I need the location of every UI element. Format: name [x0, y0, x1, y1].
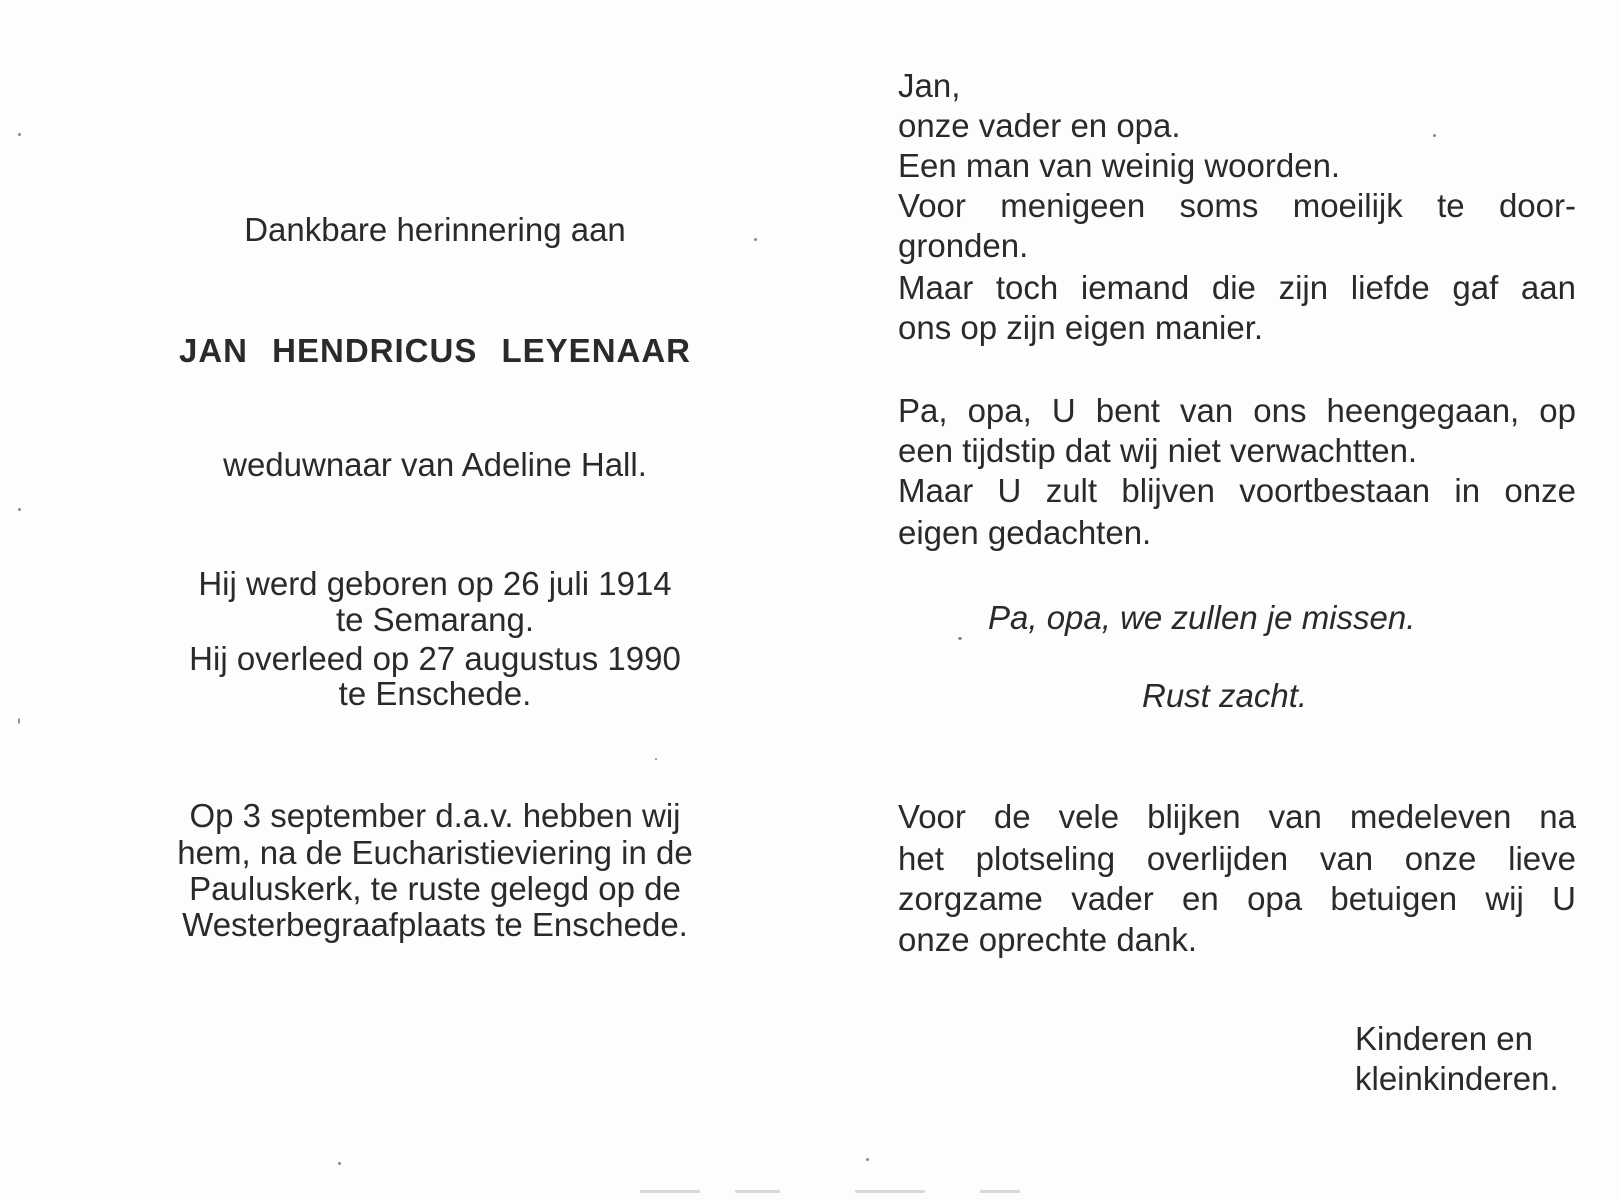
rest-line: Rust zacht. — [1142, 677, 1308, 714]
poem-line: ons op zijn eigen manier. — [898, 309, 1264, 346]
farewell-line: eigen gedachten. — [898, 514, 1152, 551]
scan-speck — [18, 718, 20, 724]
scan-speck — [338, 1162, 341, 1165]
birth-place: te Semarang. — [335, 601, 535, 638]
scan-streak — [980, 1190, 1020, 1193]
scan-speck — [18, 508, 21, 511]
poem-line: Een man van weinig woorden. — [898, 147, 1341, 184]
signature-line: kleinkinderen. — [1355, 1060, 1559, 1097]
farewell-line: een tijdstip dat wij niet verwachtten. — [898, 432, 1418, 469]
scan-speck — [866, 1158, 869, 1161]
burial-line: Westerbegraafplaats te Enschede. — [182, 906, 688, 943]
poem-line: onze vader en opa. — [898, 107, 1181, 144]
death-line: Hij overleed op 27 augustus 1990 — [189, 640, 681, 677]
scan-streak — [640, 1190, 700, 1193]
death-place: te Enschede. — [338, 675, 532, 712]
scan-speck — [655, 758, 657, 760]
signature-line: Kinderen en — [1355, 1020, 1533, 1057]
scan-streak — [855, 1190, 925, 1193]
thanks-line: onze oprechte dank. — [898, 921, 1198, 958]
deceased-name: JAN HENDRICUS LEYENAAR — [178, 332, 692, 369]
miss-line: Pa, opa, we zullen je missen. — [988, 599, 1416, 636]
burial-line: hem, na de Eucharistieviering in de — [177, 834, 693, 871]
scan-speck — [18, 133, 21, 136]
widower-text: weduwnaar van Adeline Hall. — [223, 446, 647, 483]
poem-line: Jan, — [898, 67, 961, 104]
farewell-line: Maar U zult blijven voortbestaan in onze — [898, 472, 1576, 509]
poem-line: gronden. — [898, 227, 1029, 264]
thanks-line: zorgzame vader en opa betuigen wij U — [898, 880, 1576, 917]
intro-text: Dankbare herinnering aan — [244, 211, 626, 248]
scan-speck — [958, 637, 962, 640]
thanks-line: het plotseling overlijden van onze lieve — [898, 840, 1576, 877]
scan-speck — [754, 238, 757, 241]
burial-line: Pauluskerk, te ruste gelegd op de — [189, 870, 681, 907]
farewell-line: Pa, opa, U bent van ons heengegaan, op — [898, 392, 1576, 429]
scan-streak — [735, 1190, 780, 1193]
birth-line: Hij werd geboren op 26 juli 1914 — [198, 565, 672, 602]
poem-line: Maar toch iemand die zijn liefde gaf aan — [898, 269, 1576, 306]
thanks-line: Voor de vele blijken van medeleven na — [898, 798, 1576, 835]
burial-line: Op 3 september d.a.v. hebben wij — [189, 797, 681, 834]
poem-line: Voor menigeen soms moeilijk te door- — [898, 187, 1576, 224]
